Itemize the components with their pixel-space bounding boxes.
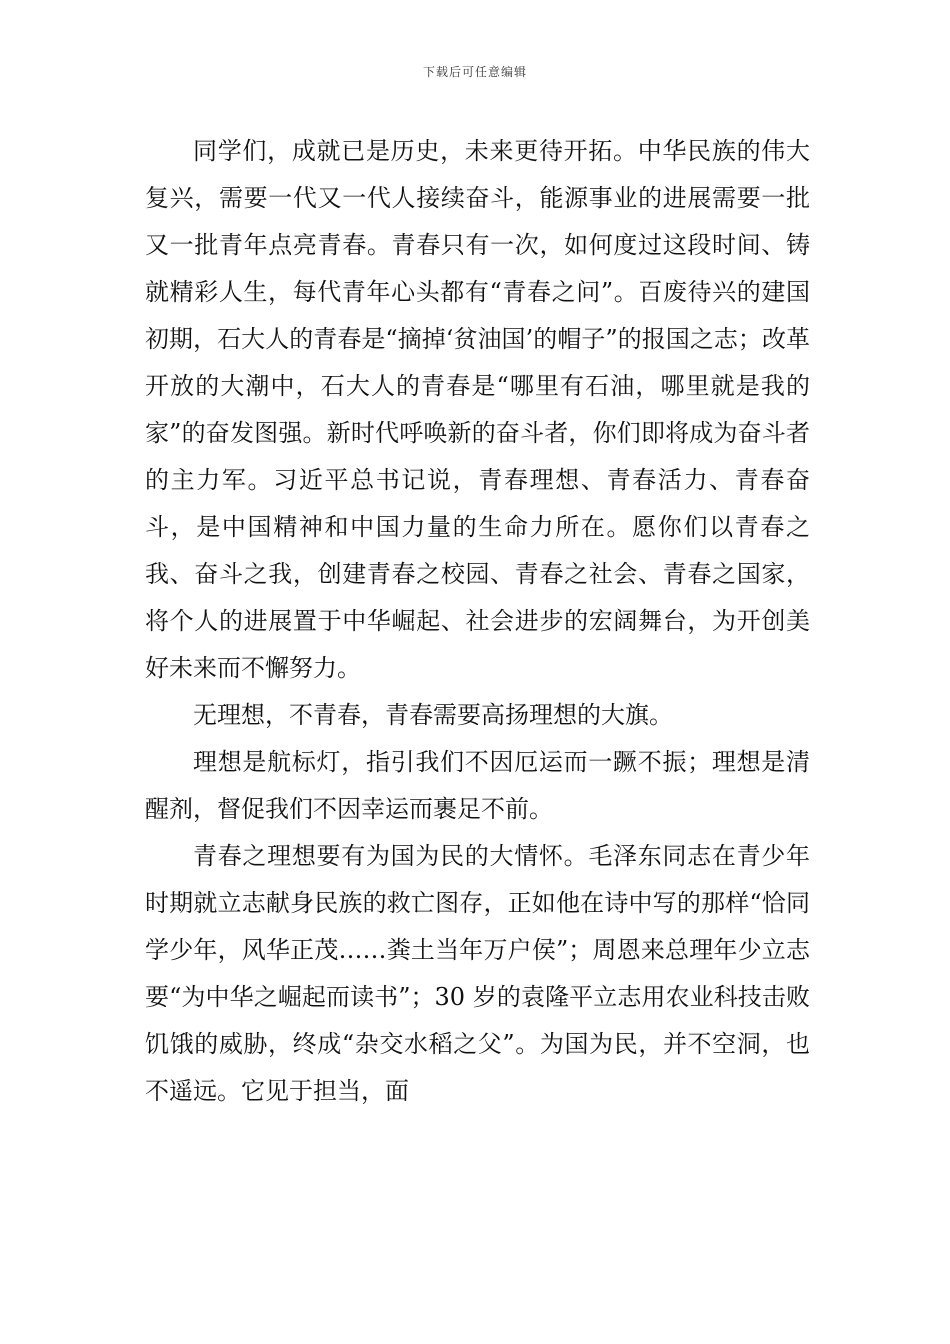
paragraph-1: 同学们，成就已是历史，未来更待开拓。中华民族的伟大复兴，需要一代又一代人接续奋斗，能源事业的进展需要一批又一批青年点亮青春。青春只有一次，如何度过这段时间、铸就精彩人生，每代青年心头都有“青春之问”。百废待兴的建国初期，石大人的青春是“摘掉‘贫油国’的帽子”的报国之志；改革开放的大潮中，石大人的青春是“哪里有石油，哪里就是我的家”的奋发图强。新时代呼唤新的奋斗者，你们即将成为奋斗者的主力军。习近平总书记说，青春理想、青春活力、青春奋斗，是中国精神和中国力量的生命力所在。愿你们以青春之我、奋斗之我，创建青春之校园、青春之社会、青春之国家，将个人的进展置于中华崛起、社会进步的宏阔舞台，为开创美好未来而不懈努力。: [145, 137, 810, 682]
paragraph-2: 无理想，不青春，青春需要高扬理想的大旗。: [193, 701, 673, 729]
page-header-note: 下载后可任意编辑: [422, 65, 527, 79]
paragraph-4: 青春之理想要有为国为民的大情怀。毛泽东同志在青少年时期就立志献身民族的救亡图存，正如他在诗中写的那样“恰同学少年，风华正茂……粪土当年万户侯”；周恩来总理年少立志要“为中华之崛起而读书”；30 岁的袁隆平立志用农业科技击败饥饿的威胁，终成“杂交水稻之父”。为国为民，并不空洞，也不遥远。它见于担当，面: [145, 842, 810, 1105]
paragraph-3: 理想是航标灯，指引我们不因厄运而一蹶不振；理想是清醒剂，督促我们不因幸运而裹足不前。: [145, 748, 810, 823]
document-body: [145, 128, 810, 1115]
